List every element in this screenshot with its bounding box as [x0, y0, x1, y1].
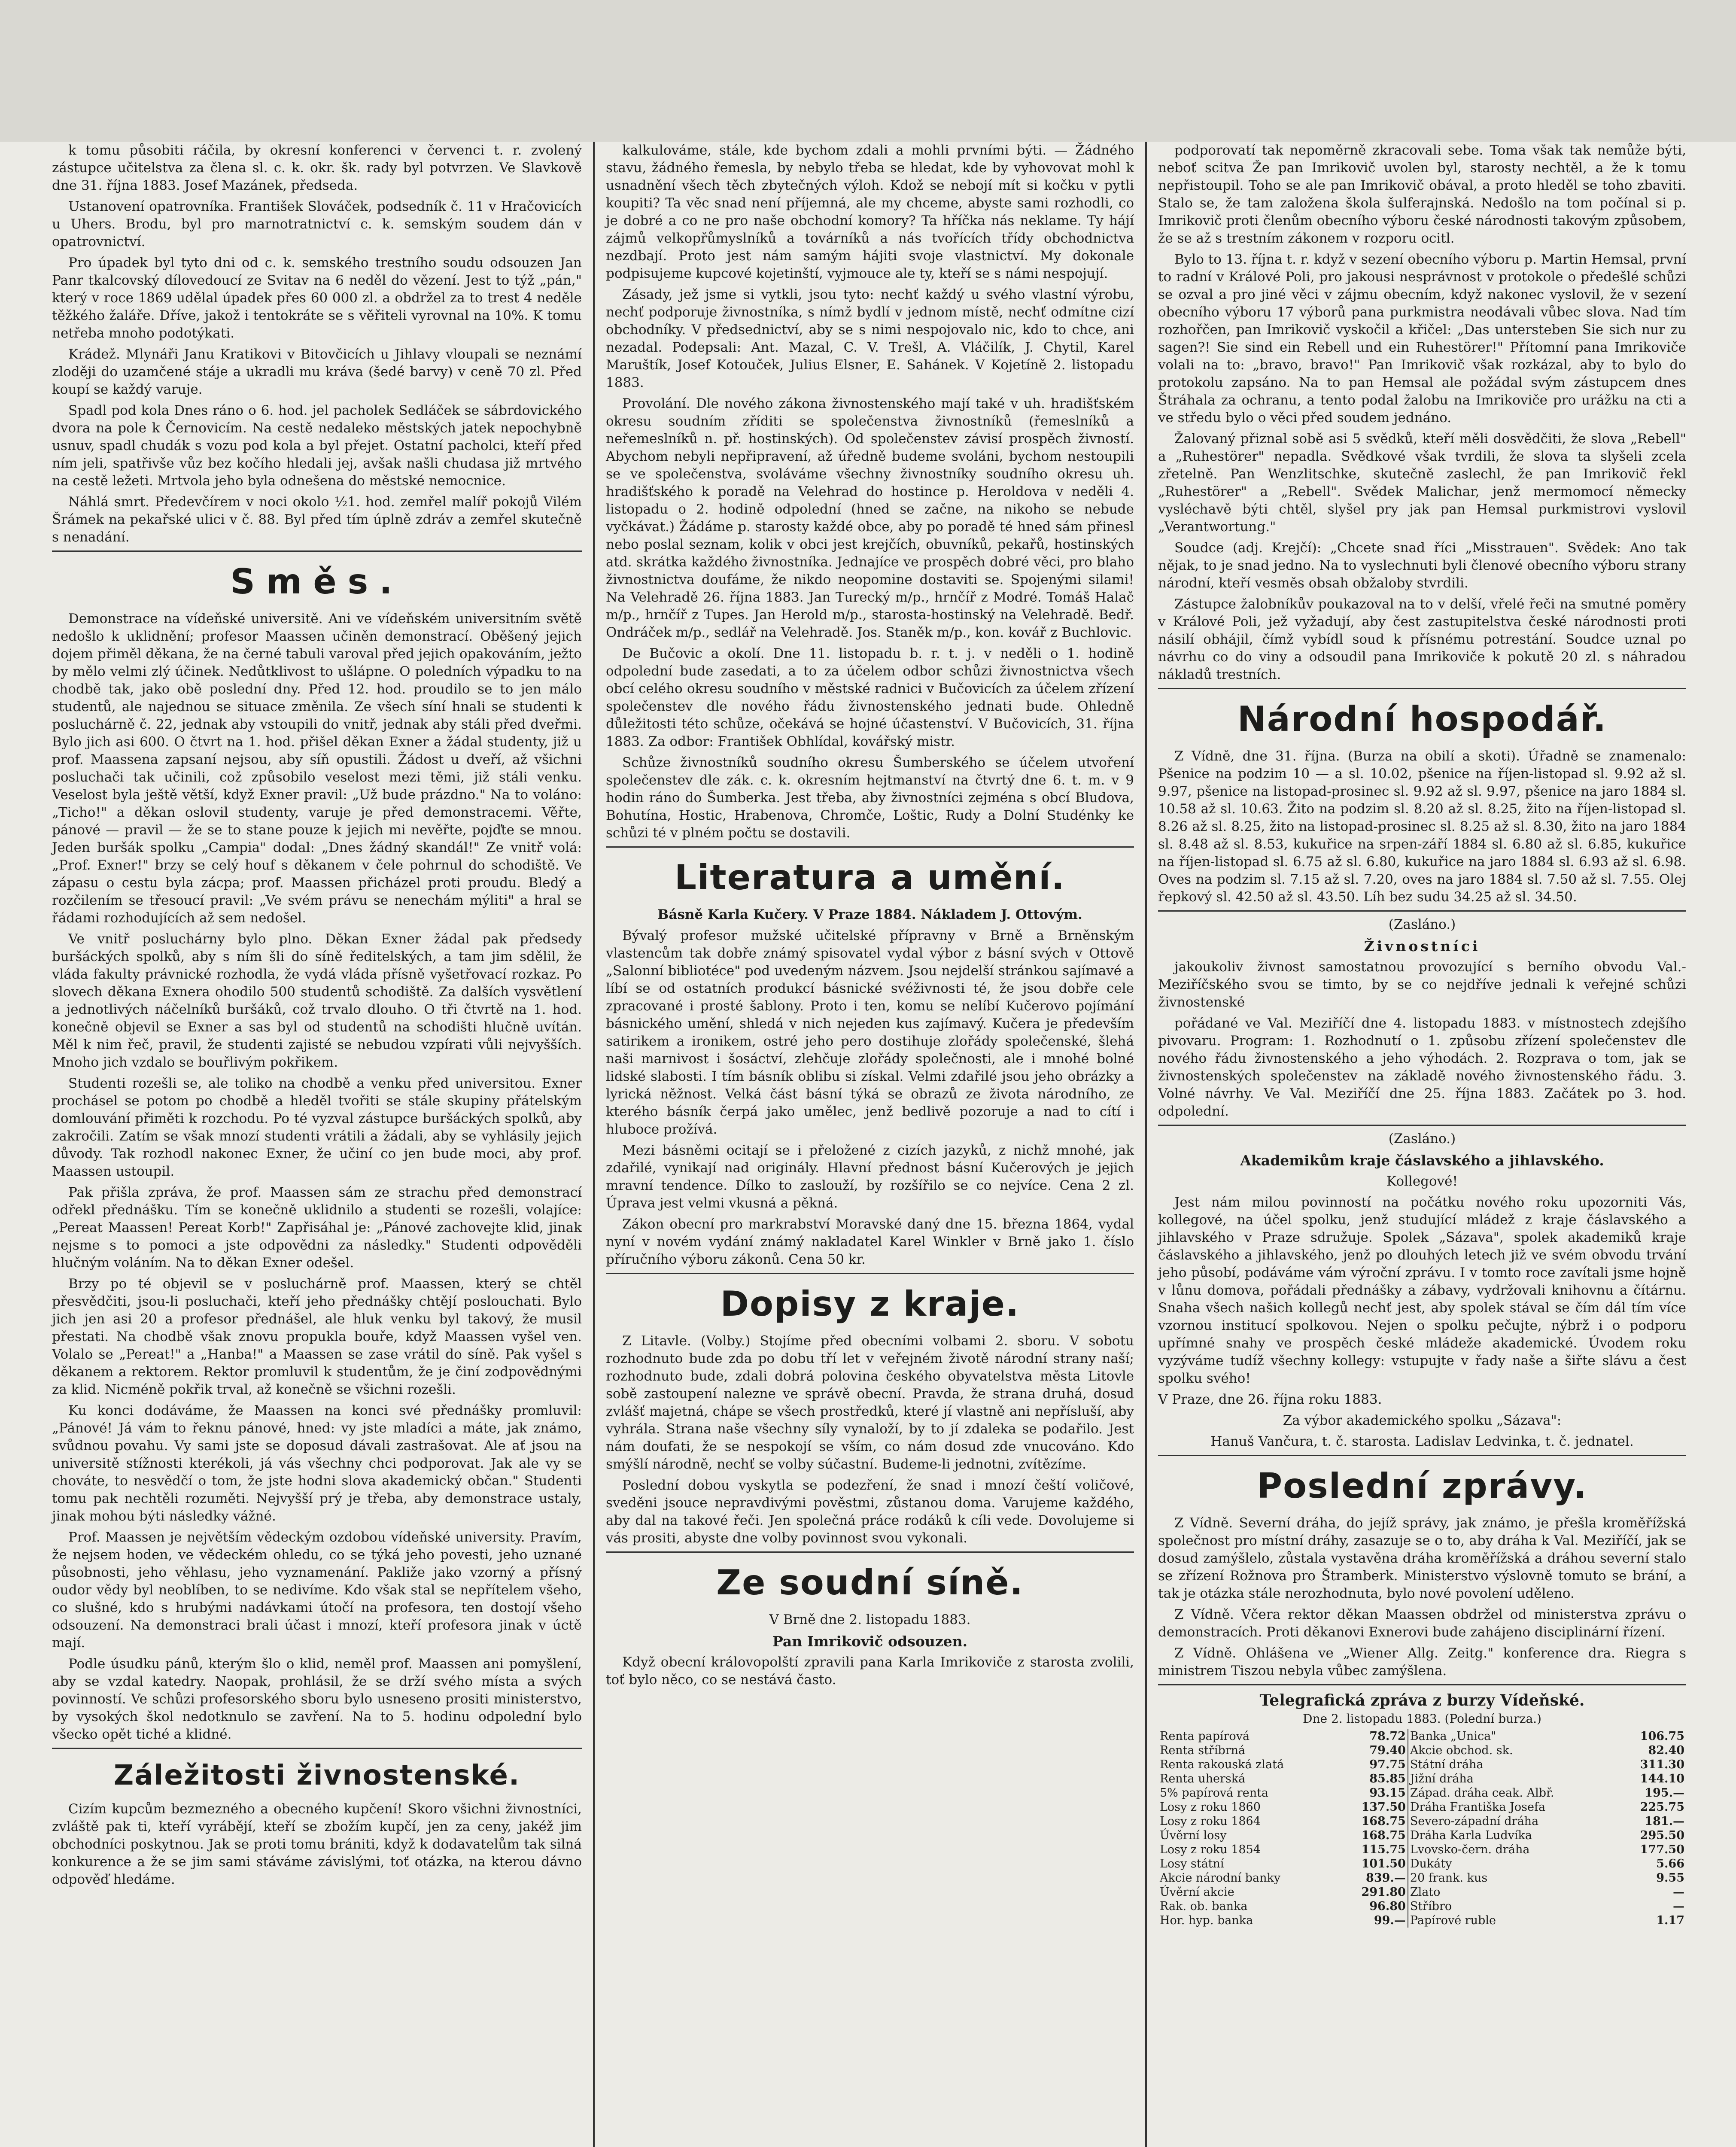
section-title-literatura: Literatura a umění.: [675, 858, 1065, 897]
bourse-price: 181.—: [1645, 1815, 1684, 1828]
section-divider: [606, 1551, 1134, 1553]
bourse-price: 82.40: [1648, 1744, 1684, 1757]
bourse-price: —: [1673, 1900, 1684, 1913]
salutation: Kollegové!: [1386, 1174, 1458, 1189]
bourse-security: Renta stříbrná: [1160, 1744, 1246, 1757]
article-paragraph: Demonstrace na vídeňské universitě. Ani ve vídeňském universitním světě nedošlo k uklidnění; profesor Maassen učiněn demonstrací. Oběšený jejich dojem přiměl děkana, že na černé tabuli varoval před jejich opakováním, ježto by mělo velmi zlý účinek. Nedůtklivost to ušlápne. O poledních výpadku to na chodbě tak, jako obě poslední dny. Před 12. hod. proudilo se to jen málo studentů, ale najednou se situace změnila. Ze všech síní hnali se studenti k posluchárně č. 22, jednak aby vstoupili do vnitř, jednak aby stáli před dveřmi. Bylo jich asi 600. O čtvrt na 1. hod. přišel děkan Exner a žádal studenty, již u prof. Maassena zapsaní nejsou, aby síň opustili. Žádost u dveří, až všichni posluchači tak učinili, což způsobilo veselost mezi těmi, již stáli venku. Veselost byla ještě větší, když Exner pravil: „Už bude prázdno." Na to voláno: „Ticho!" a děkan oslovil studenty, varuje je před demonstracemi. Věřte, pánové — pravil — že se to stane pouze k jejich mi nevěřte, pojďte se mnou. Jeden buršák spolku „Campia" dodal: „Dnes žádný skandál!" Ze vnitř volá: „Prof. Exner!" brzy se celý houf s děkanem v čele pohrnul do schodiště. Ve zápasu o cestu byla zácpa; prof. Maassen přicházel proti proudu. Bledý a rozčilením se třesoucí pravil: „Ve svém právu se nenechám mýliti" a hral se řádami rozhodujících až sem nedošel.: [52, 611, 582, 926]
bourse-row: [1158, 1857, 1686, 1871]
bourse-price: 168.75: [1361, 1829, 1406, 1842]
bourse-security: Lvovsko-čern. dráha: [1408, 1843, 1618, 1857]
newspaper-columns: [41, 142, 1698, 2147]
bourse-security: Akcie obchod. sk.: [1408, 1743, 1618, 1758]
article-paragraph: Ku konci dodáváme, že Maassen na konci své přednášky promluvil: „Pánové! Já vám to řeknu pánové, hned: vy jste mladíci a máte, jak známo, svůdnou povahu. Vy sami jste se doposud dávali zastrašovat. Ale ať jsou na universitě stížnosti kterékoli, já vás všechny chci podporovat. Jak ale vy se chováte, to nesvědčí o tom, že jste hodni slova akademický občan." Studenti tomu pak nechtěli rozuměti. Nejvyšší prý je třeba, aby demonstrace ustaly, jinak mohou býti následky vážné.: [52, 1403, 582, 1524]
bourse-row: [1158, 1786, 1686, 1800]
bourse-price: 144.10: [1640, 1772, 1684, 1785]
bourse-price: 9.55: [1656, 1871, 1684, 1885]
section-divider: [52, 550, 582, 552]
article-paragraph: Soudce (adj. Krejčí): „Chcete snad říci „Misstrauen". Svědek: Ano tak nějak, to je snad jedno. Na to vyslechnuti byli členové obecního výboru strany národní, kteří vesměs obsah obžaloby stvrdili.: [1158, 540, 1686, 591]
article-paragraph: Žalovaný přiznal sobě asi 5 svědků, kteří měli dosvědčiti, že slova „Rebell" a „Ruhestörer" nepadla. Svědkové však tvrdili, že slova ta slyšeli zcela zřetelně. Pan Wenzlitschke, skutečně zaslechl, že pan Imrikovič řekl „Ruhestörer" a „Rebell". Svědek Malichar, jenž mermomocí německy vysléchavě býti chtěl, slyšel pry jak pan Hemsal purkmistrovi vyslovil „Verantwortung.": [1158, 431, 1686, 535]
bourse-price: 295.50: [1640, 1829, 1684, 1842]
bourse-price: 168.75: [1361, 1815, 1406, 1828]
article-paragraph: Ve vnitř posluchárny bylo plno. Děkan Exner žádal pak předsedy buršáckých spolků, aby s ním šli do síně ředitelských, a tam jim sdělil, že vláda fakulty právnické rozhodla, že vydá vláda přísně vyšetřovací rozkaz. Po slovech děkana Exnera ohodilo 500 studentů schodiště. Za dalších vysvětlení a jednotlivých náčelníků buršáků, což trvalo dlouho. O tři čtvrtě na 1. hod. konečně objevil se Exner a sas byl od studentů na schodišti hlučně uvítán. Měl k nim řeč, pravil, že studenti zajisté se nebudou vzpírati vůli nejvyšších. Mnoho jich vzdalo se bouřlivým pokřikem.: [52, 931, 582, 1070]
article-paragraph: Prof. Maassen je největším vědeckým ozdobou vídeňské university. Pravím, že nejsem hoden, ve vědeckém ohledu, co se týká jeho povesti, jeho uznané působnosti, jeho věhlasu, jeho vyznamenání. Pakliže jako vzorný a přísný oudor vědy byl neoblíben, to se nedivíme. Kdo však stal se nepřítelem všeho, co slušné, kdo s hrubými nadávkami útočí na profesora, ten dostojí všeho odsouzení. Na demonstraci brali účast i mnozí, kteří profesora jinak v úctě mají.: [52, 1530, 582, 1651]
article-paragraph: Z Litavle. (Volby.) Stojíme před obecními volbami 2. sboru. V sobotu rozhodnuto bude zda po dobu tří let v veřejném životě národní strany naší; rozhodnuto bude, zdali dobrá polovina českého obyvatelstva města Litovle sobě zastoupení nalezne ve správě obecní. Pravda, že strana druhá, dosud zvlášť majetná, chápe se všech prostředků, které jí vlastně ani nepřísluší, aby vyhrála. Strana naše všechny síly vynaloží, by to jí zdaleka se podařilo. Jest nám doufati, že se nespokojí se vším, co nám dosud zde vnucováno. Kdo smýšlí národně, nechť se volby súčastní. Budeme-li jednotni, zvítězíme.: [606, 1333, 1134, 1472]
bourse-security: Losy z roku 1860: [1160, 1800, 1261, 1814]
article-paragraph: Jest nám milou povinností na počátku nového roku upozorniti Vás, kollegové, na účel spolku, jenž studující mládež z kraje čáslavského a jihlavského v Praze sdružuje. Spolek „Sázava", spolek akademiků kraje čáslavského a jihlavského, jenž po dlouhých letech již ve svém obvodu trvání jeho působí, podáváme vám výroční zprávu. I v tomto roce zavítali jsme hojně v lůnu domova, pořádali přednášky a zábavy, vydržovali knihovnu a čítárnu. Snaha všech našich kollegů nechť jest, aby spolek stával se čím dál tím více vzornou institucí spolkovou. Nejen o spolku pečujte, nýbrž i o podporu upřímné snahy ve prospěch české mládeže akademické. Úvodem roku vyzýváme tudíž všechny kollegy: vstupujte v řady naše a šiřte slávu a čest spolku svého!: [1158, 1195, 1686, 1386]
bourse-row: [1158, 1828, 1686, 1843]
bourse-price: 291.80: [1361, 1885, 1406, 1899]
article-headline: Živnostníci: [1364, 938, 1481, 955]
section-divider: [606, 1273, 1134, 1274]
bourse-security: Dukáty: [1408, 1857, 1618, 1871]
bourse-price: 85.85: [1369, 1772, 1406, 1785]
bourse-row: [1158, 1814, 1686, 1828]
bourse-row: [1158, 1843, 1686, 1857]
section-divider: [1158, 1684, 1686, 1685]
bourse-subtitle: Dne 2. listopadu 1883. (Polední burza.): [1303, 1712, 1541, 1726]
article-paragraph: Bylo to 13. října t. r. když v sezení obecního výboru p. Martin Hemsal, první to radní v Králové Poli, pro jakousi nesprávnost v protokole o předešlé schůzi se ozval a pro jiné věci v zájmu obecním, když nakonec vyslovil, že v sezení obecního výboru 17 výborů pana purkmistra neodávali vůbec slova. Nad tím rozhořčen, pan Imrikovič vyskočil a křičel: „Das untersteben Sie sich nur zu sagen?! Sie sind ein Rebell und ein Ruhestörer!" Přítomní pana Imrikoviče volali na to: „bravo, bravo!" Pan Imrikovič však rozkázal, aby to bylo do protokolu zapsáno. Na to pan Hemsal ale požádal svým zástupcem dnes Štráhala za ochranu, a tento podal žalobu na Imrikoviče pro urážku na cti a ve středu bylo o věci před soudem jednáno.: [1158, 252, 1686, 426]
article-paragraph: Z Vídně. Včera rektor děkan Maassen obdržel od ministerstva zprávu o demonstracích. Proti děkanovi Exnerovi bude zahájeno disciplinární řízení.: [1158, 1607, 1686, 1640]
article-paragraph: Ustanovení opatrovníka. František Slováček, podsedník č. 11 v Hračovicích u Uhers. Brodu, byl pro marnotratnictví c. k. semským soudem dán v opatrovnictví.: [52, 199, 582, 249]
article-paragraph: Provolání. Dle nového zákona živnostenského mají také v uh. hradišťském okresu soudním zříditi se společenstva živnostníků (řemeslníků a neřemeslníků n. př. hostinských). Od společenstev závisí prospěch živností. Abychom nebyli nepřipravení, až úředně budeme svoláni, bychom nestoupili se ve společenstva, svoláváme všechny živnostníky soudního okresu uh. hradišťského k poradě na Velehrad do hostince p. Heroldova v neděli 4. listopadu o 2. hodině odpolední (hned se začne, na nikoho se nebude vyčkávat.) Žádáme p. starosty každé obce, aby po poradě té hned sám přinesl nebo poslal seznam, kolik v obci jest krejčích, obuvníků, pekařů, hostinských atd. skrátka každého živnostníka. Jednajíce ve prospěch dobré věci, pro blaho živnostnictva doufáme, že nikdo neopomine dostaviti se. Spojenými silami! Na Velehradě 26. října 1883. Jan Turecký m/p., hrnčíř z Modré. Tomáš Halač m/p., hrnčíř z Tupes. Jan Herold m/p., starosta-hostinský na Velehradě. Bedř. Ondráček m/p., sedlář na Velehradě. Jos. Staněk m/p., kon. kovář z Buchlovic.: [606, 396, 1134, 640]
article-paragraph: Krádež. Mlynáři Janu Kratikovi v Bitovčicích u Jihlavy vloupali se neznámí zloději do uzamčené stáje a ukradli mu kráva (šedé barvy) v ceně 70 zl. Před koupí se každý varuje.: [52, 347, 582, 397]
bourse-security: Dráha Františka Josefa: [1408, 1800, 1618, 1814]
bourse-security: Renta rakouská zlatá: [1160, 1758, 1284, 1771]
bourse-security: Losy z roku 1864: [1160, 1815, 1261, 1828]
bourse-price: 99.—: [1374, 1914, 1406, 1927]
article-paragraph: Z Vídně. Severní dráha, do jejíž správy, jak známo, je přešla kroměřížská společnost pro místní dráhy, zasazuje se o to, aby dráha k Val. Meziříčí, jak se dosud zamýšlelo, zůstala vystavěna dráha kroměřížská a dráhou severní stalo se zřízení Rožnova pro Štramberk. Ministerstvo výslovně tomuto se brání, a tak je otázka stále nerozhodnuta, bylo nové povolení uděleno.: [1158, 1515, 1686, 1601]
signature-org: Za výbor akademického spolku „Sázava":: [1283, 1413, 1562, 1428]
zaslano-label: (Zasláno.): [1388, 917, 1456, 932]
section-divider: [52, 1748, 582, 1749]
bourse-security: Zlato: [1408, 1885, 1618, 1899]
bourse-price: 97.75: [1369, 1758, 1406, 1771]
bourse-security: 20 frank. kus: [1408, 1871, 1618, 1885]
bourse-price: 225.75: [1640, 1800, 1684, 1814]
section-title-soudni: Ze soudní síně.: [716, 1563, 1024, 1603]
bourse-security: Státní dráha: [1408, 1758, 1618, 1772]
section-divider: [1158, 1125, 1686, 1126]
article-paragraph: Schůze živnostníků soudního okresu Šumberského se účelem utvoření společenstev dle zák. c. k. okresním hejtmanství na čtvrtý dne 6. t. m. v 9 hodin ráno do Šumberka. Jest třeba, aby živnostníci zejména s obcí Bludova, Bohutína, Hostic, Hrabenova, Chromče, Loštic, Rudy a Dolní Studénky ke schůzi té v plném počtu se dostavili.: [606, 755, 1134, 841]
article-paragraph: kalkulováme, stále, kde bychom zdali a mohli prvními býti. — Žádného stavu, žádného řemesla, by nebylo třeba se hledat, kde by vyhovovat mohl k usnadnění všech těch zbytečných výloh. Kdož se nebojí mít si kočku v pytli koupiti? Ta věc snad není příjemná, ale my chceme, abyste sami rozhodli, co je dobré a co ne pro naše obchodní komory? Ta hříčka nás neklame. Ty hájí zájmů velkopřůmyslníků a továrníků a nás tvořících třídy obchodnictva nezdbají. Proto jest nám samým hájiti svoje vlastnictví. My dokonale podpisujeme kupcové kojetinští, vyjmouce ale ty, kteří se s námi nespojují.: [606, 143, 1134, 281]
article-paragraph: Spadl pod kola Dnes ráno o 6. hod. jel pacholek Sedláček se sábrdovického dvora na pole k Černovicím. Na cestě nedaleko městských jatek nepochybně usnuv, spadl chudák s vozu pod kola a byl přejet. Ostatní pacholci, kteří před ním jeli, spatřivše vůz bez kočího hledali jej, avšak našli chudasa již mrtvého na cestě ležeti. Mrtvola jeho byla odnešena do městské nemocnice.: [52, 403, 582, 489]
article-paragraph: pořádané ve Val. Meziříčí dne 4. listopadu 1883. v místnostech zdejšího pivovaru. Program: 1. Rozhodnutí o 1. způsobu zřízení společenstev dle nového řádu živnostenského a jeho výhodách. 2. Rozprava o tom, jak se živnostenských společenstev na základě nového živnostenského řádu. 3. Volné návrhy. Ve Val. Meziříčí dne 25. října 1883. Začátek po 3. hod. odpolední.: [1158, 1016, 1686, 1119]
article-paragraph: Zásady, jež jsme si vytkli, jsou tyto: nechť každý u svého vlastní výrobu, nechť podporuje živnostníka, s nímž bydlí v jednom místě, nechť odmítne cizí obchodníky. V předsednictví, aby se s nimi nespojovalo nic, kdo to chce, ani nezadal. Podepsali: Ant. Mazal, C. V. Trešl, A. Vláčilík, J. Chytil, Karel Maruštík, Josef Kotouček, Julius Elsner, E. Sahánek. V Kojetíně 2. listopadu 1883.: [606, 287, 1134, 390]
bourse-price: 79.40: [1369, 1744, 1406, 1757]
bourse-price: 96.80: [1369, 1900, 1406, 1913]
bourse-title: Telegrafická zpráva z burzy Vídeňské.: [1259, 1691, 1585, 1709]
bourse-security: Papírové ruble: [1408, 1913, 1618, 1928]
bourse-price: 101.50: [1361, 1857, 1406, 1870]
bourse-security: Hor. hyp. banka: [1160, 1914, 1253, 1927]
article-paragraph: Když obecní královopolští zpravili pana Karla Imrikoviče z starosta zvolili, toť bylo něco, co se nestává často.: [606, 1654, 1134, 1688]
article-paragraph: Cizím kupcům bezmezného a obecného kupčení! Skoro všichni živnostníci, zvláště pak ti, kteří vyrábějí, kteří se zbožím kupčí, jen za ceny, jakéž jim obchodníci poskytnou. Jak se proti tomu brániti, když k dodavatelům tak silná konkurence a že se jim sami stáváme závislými, toť otázka, na kterou dávno odpověď hledáme.: [52, 1801, 582, 1887]
bourse-price: 311.30: [1640, 1758, 1684, 1771]
section-title-narodni: Národní hospodář.: [1237, 699, 1607, 739]
article-paragraph: Mezi básněmi ocitají se i přeložené z cizích jazyků, z nichž mnohé, jak zdařilé, vynikají nad originály. Hlavní přednost básní Kučerových je jejich mravní tendence. Dílko to zaslouží, by rozšířilo se co nejvíce. Cena 2 zl. Úprava jest velmi vkusná a pěkná.: [606, 1143, 1134, 1211]
bourse-price: 177.50: [1640, 1843, 1684, 1856]
bourse-security: Akcie národní banky: [1160, 1871, 1281, 1885]
bourse-security: Stříbro: [1408, 1899, 1618, 1913]
section-divider: [606, 846, 1134, 848]
zaslano-label: (Zasláno.): [1388, 1131, 1456, 1146]
bourse-table: [1158, 1729, 1686, 1928]
bourse-row: [1158, 1743, 1686, 1758]
article-paragraph: Podle úsudku pánů, kterým šlo o klid, neměl prof. Maassen ani pomyšlení, aby se vzdal katedry. Naopak, prohlásil, že se drží svého místa a svých povinností. Ve schůzi profesorského sboru bylo usneseno prositi ministerstvo, by vysokých škol nedotknulo se zavření. Na to 5. hodinu odpolední bylo všecko opět tiché a klidné.: [52, 1656, 582, 1742]
article-paragraph: Brzy po té objevil se v posluchárně prof. Maassen, který se chtěl přesvědčiti, jsou-li posluchači, kteří jeho přednášky chtějí poslouchati. Bylo jich jen asi 20 a profesor přednášel, ale hluk venku byl takový, že musil přestati. Na chodbě však znovu propukla bouře, když Maassen vyšel ven. Volalo se „Pereat!" a „Hanba!" a Maassen se zase vrátil do síně. Pak vyšel s děkanem a rektorem. Rektor promluvil k studentům, že je činí zodpovědnými za klid. Nicméně pokřik trval, až konečně se všichni rozešli.: [52, 1276, 582, 1397]
column-2: [593, 142, 1145, 2147]
article-paragraph: Studenti rozešli se, ale toliko na chodbě a venku před universitou. Exner prochásel se potom po chodbě a hleděl tvořiti se stále skupiny přátelským domlouvání přiměti k rozchodu. Po té vyzval zástupce buršáckých spolků, aby zakročili. Zatím se však mnozí studenti vrátili a žádali, aby se vyhlásily jejich důvody. Tak rozhodl nakonec Exner, že učiní co jen bude moci, aby prof. Maassen ustoupil.: [52, 1076, 582, 1179]
book-title: Básně Karla Kučery. V Praze 1884. Nákladem J. Ottovým.: [657, 907, 1082, 922]
bourse-security: Banka „Unica": [1408, 1729, 1618, 1743]
bourse-row: [1158, 1772, 1686, 1786]
bourse-price: 78.72: [1369, 1730, 1406, 1743]
article-paragraph: Zákon obecní pro markrabství Moravské daný dne 15. března 1864, vydal nyní v novém vydání známý nakladatel Karel Winkler v Brně jako 1. číslo příručního výboru zákonů. Cena 50 kr.: [606, 1216, 1134, 1267]
bourse-security: Úvěrní losy: [1160, 1829, 1227, 1842]
bourse-row: [1158, 1885, 1686, 1899]
article-headline: Pan Imrikovič odsouzen.: [772, 1633, 968, 1650]
article-paragraph: Z Vídně, dne 31. října. (Burza na obilí a skoti). Úřadně se znamenalo: Pšenice na podzim 10 — a sl. 10.02, pšenice na říjen-listopad sl. 9.92 až sl. 9.97, pšenice na listopad-prosinec sl. 9.92 až sl. 9.97, pšenice na jaro 1884 sl. 10.58 až sl. 10.63. Žito na podzim sl. 8.20 až sl. 8.25, žito na říjen-listopad sl. 8.26 až sl. 8.25, žito na listopad-prosinec sl. 8.25 až sl. 8.30, žito na jaro 1884 sl. 8.48 až sl. 8.53, kukuřice na srpen-září 1884 sl. 6.80 až sl. 6.85, kukuřice na říjen-listopad sl. 6.75 až sl. 6.80, kukuřice na jaro 1884 sl. 6.93 až sl. 6.98. Oves na podzim sl. 7.15 až sl. 7.20, oves na jaro 1884 sl. 7.50 až sl. 7.55. Olej řepkový sl. 42.50 až sl. 43.50. Líh bez sudu 34.25 až sl. 34.50.: [1158, 748, 1686, 905]
bourse-security: Losy státní: [1160, 1857, 1224, 1870]
bourse-security: Renta papírová: [1160, 1730, 1250, 1743]
bourse-price: 115.75: [1361, 1843, 1406, 1856]
bourse-price: 5.66: [1656, 1857, 1684, 1870]
bourse-price: 195.—: [1645, 1786, 1684, 1800]
section-title-zalezitosti: Záležitosti živnostenské.: [113, 1760, 520, 1791]
bourse-row: [1158, 1758, 1686, 1772]
article-paragraph: De Bučovic a okolí. Dne 11. listopadu b. r. t. j. v neděli o 1. hodině odpolední bude zasedati, a to za účelem odbor schůzi živnostnictva všech obcí celého okresu soudního v městské radnici v Bučovicích za účelem zřízení společenstev dle nového řádu živnostenského jednati bude. Ohledně důležitosti této schůze, očekává se hojné účastenství. V Bučovicích, 31. října 1883. Za odbor: František Obhlídal, kovářský mistr.: [606, 646, 1134, 749]
bourse-security: Dráha Karla Ludvíka: [1408, 1828, 1618, 1843]
signature-names: Hanuš Vančura, t. č. starosta. Ladislav Ledvinka, t. č. jednatel.: [1210, 1434, 1634, 1449]
section-title-smes: Směs.: [230, 562, 404, 602]
column-3: [1145, 142, 1697, 2147]
dateline: V Brně dne 2. listopadu 1883.: [769, 1612, 971, 1627]
article-paragraph: Náhlá smrt. Předevčírem v noci okolo ½1. hod. zemřel malíř pokojů Vilém Šrámek na pekařské ulici v č. 88. Byl před tím úplně zdráv a zemřel skutečně s nenadání.: [52, 494, 582, 545]
bourse-security: Losy z roku 1854: [1160, 1843, 1261, 1856]
section-title-dopisy: Dopisy z kraje.: [720, 1284, 1020, 1324]
article-paragraph: k tomu působiti ráčila, by okresní konferenci v červenci t. r. zvolený zástupce učitelstva za člena sl. c. k. okr. šk. rady byl potvrzen. Ve Slavkově dne 31. října 1883. Josef Mazánek, předseda.: [52, 143, 582, 193]
section-title-posledni: Poslední zprávy.: [1257, 1466, 1587, 1506]
bourse-price: —: [1673, 1885, 1684, 1899]
bourse-security: Renta uherská: [1160, 1772, 1246, 1785]
section-divider: [1158, 1455, 1686, 1456]
article-paragraph: Z Vídně. Ohlášena ve „Wiener Allg. Zeitg." konference dra. Riegra s ministrem Tiszou nebyla vůbec zamýšlena.: [1158, 1645, 1686, 1679]
bourse-security: 5% papírová renta: [1160, 1786, 1269, 1800]
bourse-row: [1158, 1800, 1686, 1814]
article-paragraph: Zástupce žalobníkův poukazoval na to v delší, vřelé řeči na smutné poměry v Králové Poli, jež vyžadují, aby čest zastupitelstva české národnosti proti násilí obhájil, čímž vybídl soud k přísnému potrestání. Soudce uznal po návrhu co do viny a odsoudil pana Imrikoviče k pokutě 20 zl. s náhradou nákladů trestních.: [1158, 596, 1686, 682]
section-divider: [1158, 910, 1686, 912]
article-paragraph: Pak přišla zpráva, že prof. Maassen sám ze strachu před demonstrací odřekl přednášku. Tím se konečně uklidnilo a studenti se rozešli, volajíce: „Pereat Maassen! Pereat Korb!" Zapřisáhal je: „Pánové zachovejte klid, jinak nejsme s to pomoci a jste odpovědni za následky." Studenti odpověděli hlučným voláním. Na to děkan Exner odešel.: [52, 1185, 582, 1271]
article-paragraph: podporovatí tak nepoměrně zkracovali sebe. Toma však tak nemůže býti, neboť scitva Že pan Imrikovič uvolen byl, starosty nechtěl, a že k tomu nepřistoupil. Toho se ale pan Imrikovič obával, a proto hleděl se toho zbaviti. Stalo se, že tam založena škola šulferajnská. Nedošlo na tom počínal si p. Imrikovič proti členům obecního výboru české národnosti takovým způsobem, že se až s trestním zákonem v rozporu ocitl.: [1158, 143, 1686, 246]
bourse-row: [1158, 1913, 1686, 1928]
bourse-row: [1158, 1871, 1686, 1885]
bourse-security: Jižní dráha: [1408, 1772, 1618, 1786]
article-paragraph: Poslední dobou vyskytla se podezření, že snad i mnozí čeští voličové, sveděni jsouce nepravdivými pověstmi, zůstanou doma. Varujeme každého, aby dal na takové řeči. Jen společná práce rodáků k cíli vede. Dovolujeme si vás prositi, abyste dne volby povinnost svou vykonali.: [606, 1478, 1134, 1546]
bourse-price: 93.15: [1369, 1786, 1406, 1800]
page-top-margin: [0, 0, 1736, 142]
bourse-security: Rak. ob. banka: [1160, 1900, 1248, 1913]
bourse-row: [1158, 1899, 1686, 1913]
bourse-price: 839.—: [1366, 1871, 1406, 1885]
article-paragraph: Pro úpadek byl tyto dni od c. k. semského trestního soudu odsouzen Jan Panr tkalcovský dílovedoucí ze Svitav na 6 neděl do vězení. Jest to týž „pán," který v roce 1869 udělal úpadek přes 60 000 zl. a obdržel za to trest 4 neděle těžkého žaláře. Dříve, jakož i tentokráte se s věřiteli vyrovnal na 10%. K tomu netřeba mnoho podotýkati.: [52, 255, 582, 341]
bourse-security: Úvěrní akcie: [1160, 1885, 1234, 1899]
bourse-row: [1158, 1729, 1686, 1743]
article-paragraph: jakoukoliv živnost samostatnou provozující s berního obvodu Val.-Meziříčského svou se timto, by se co nejdříve jednali k veřejné schůzi živnostenské: [1158, 959, 1686, 1010]
bourse-price: 137.50: [1361, 1800, 1406, 1814]
column-1: [41, 142, 593, 2147]
section-divider: [1158, 688, 1686, 689]
bourse-price: 1.17: [1656, 1914, 1684, 1927]
bourse-price: 106.75: [1640, 1730, 1684, 1743]
bourse-security: Západ. dráha ceak. Albř.: [1408, 1786, 1618, 1800]
bourse-security: Severo-západní dráha: [1408, 1814, 1618, 1828]
signature-date: V Praze, dne 26. října roku 1883.: [1158, 1392, 1382, 1407]
article-headline: Akademikům kraje čáslavského a jihlavského.: [1240, 1152, 1604, 1169]
article-paragraph: Bývalý profesor mužské učitelské přípravny v Brně a Brněnským vlastencům tak dobře známý spisovatel vydal výbor z básní svých v Ottově „Salonní bibliotéce" pod uvedeným názvem. Jsou nejdelší stránkou sajímavé a líbí se od ostatních produkcí básnické svéživnosti té, že jsou dobře cele zpracované i prosté šablony. Proto i ten, komu se nelíbí Kučerovo pojímání básnického umění, shledá v nich nejeden kus zajímavý. Kučera je především satirikem a ironikem, ostré jeho pero dostihuje zlořády společenské, šlehá naši marnivost i šosáctví, zlehčuje zlořády společnosti, ale i mnohé bolné lidské slabosti. I tím básník oblibu si získal. Velmi zdařilé jsou jeho obrázky a lyrická něžnost. Velká část básní týká se obrazů ze života národního, ze kterého básník čerpá jako umělec, jenž bedlivě pozoruje a nad to cítí i hluboce prožívá.: [606, 928, 1134, 1137]
